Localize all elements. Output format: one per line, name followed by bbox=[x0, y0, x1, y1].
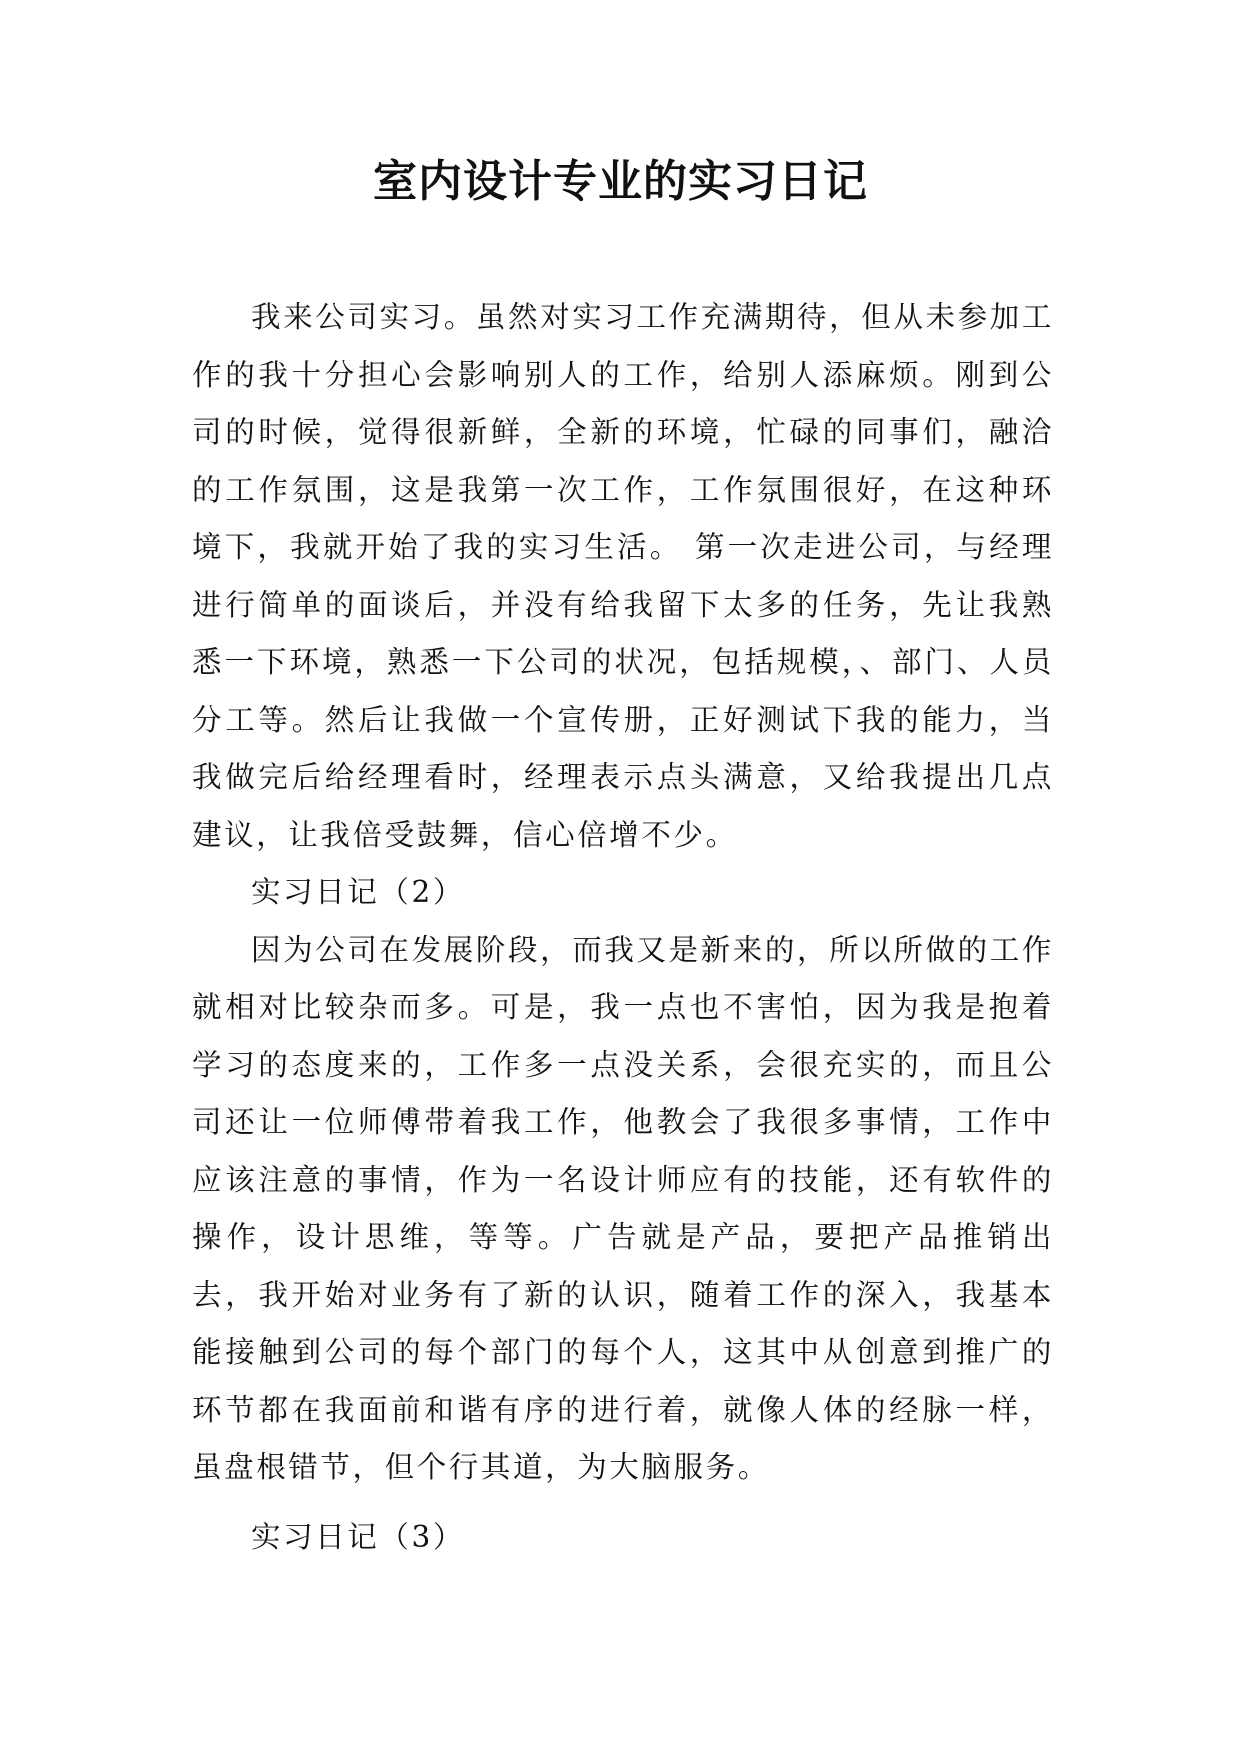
document-body bbox=[192, 289, 1054, 1566]
document-title: 室内设计专业的实习日记 bbox=[373, 156, 868, 207]
section-heading-3: 实习日记（3） bbox=[251, 1519, 465, 1554]
section-heading-2: 实习日记（2） bbox=[251, 875, 465, 909]
paragraph-2: 因为公司在发展阶段，而我又是新来的，所以所做的工作就相对比较杂而多。可是，我一点也不害怕，因为我是抱着学习的态度来的，工作多一点没关系，会很充实的，而且公司还让一位师傅带着我工作，他教会了我很多事情，工作中应该注意的事情，作为一名设计师应有的技能，还有软件的操作，设计思维，等等。广告就是产品，要把产品推销出去，我开始对业务有了新的认识，随着工作的深入，我基本能接触到公司的每个部门的每个人，这其中从创意到推广的环节都在我面前和谐有序的进行着，就像人体的经脉一样，虽盘根错节，但个行其道，为大脑服务。 bbox=[192, 932, 1054, 1484]
paragraph-1: 我来公司实习。虽然对实习工作充满期待，但从未参加工作的我十分担心会影响别人的工作，给别人添麻烦。刚到公司的时候，觉得很新鲜，全新的环境，忙碌的同事们，融洽的工作氛围，这是我第一次工作，工作氛围很好，在这种环境下，我就开始了我的实习生活。 第一次走进公司，与经理进行简单的面谈后，并没有给我留下太多的任务，先让我熟悉一下环境，熟悉一下公司的状况，包括规模，、部门、人员分工等。然后让我做一个宣传册，正好测试下我的能力，当我做完后给经理看时，经理表示点头满意，又给我提出几点建议，让我倍受鼓舞，信心倍增不少。 bbox=[192, 300, 1054, 852]
paragraph-spacer bbox=[192, 1497, 1054, 1509]
